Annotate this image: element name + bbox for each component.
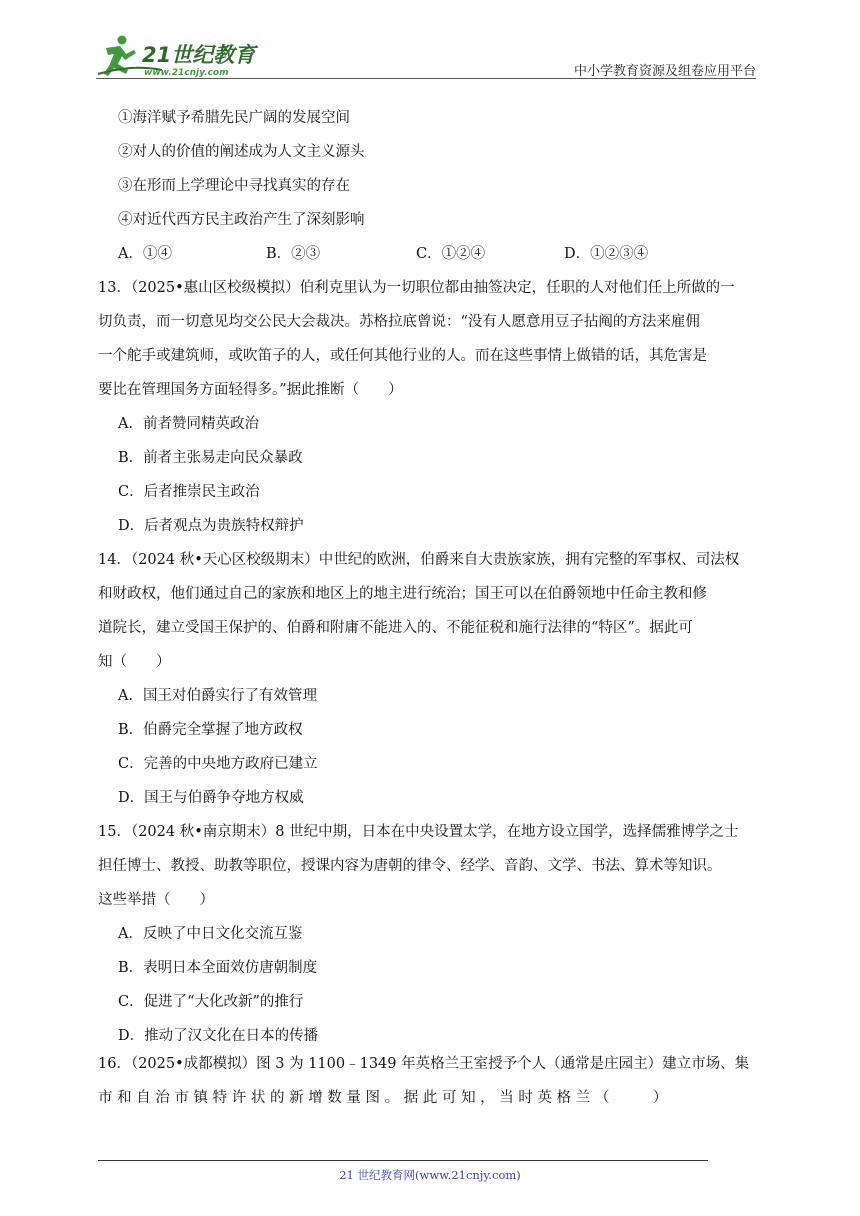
q13-option-d: D．后者观点为贵族特权辩护 (118, 518, 304, 534)
q12-item: ③在形而上学理论中寻找真实的存在 (118, 178, 350, 194)
q14-option-c: C．完善的中央地方政府已建立 (118, 756, 318, 772)
q13-stem-line: 13．（2025•惠山区校级模拟）伯利克里认为一切职位都由抽签决定，任职的人对他们任上所做的一 (98, 280, 735, 296)
q16-stem-line: 16．（2025•成都模拟）图 3 为 1100﹣1349 年英格兰王室授予个人（通常是庄园主）建立市场、集 (98, 1056, 750, 1072)
q13-option-b: B．前者主张易走向民众暴政 (118, 450, 303, 466)
logo-sub-text: www.21cnjy.com (144, 68, 229, 78)
logo-main-text: 21世纪教育 (142, 43, 256, 67)
footer-divider (98, 1160, 708, 1161)
q14-stem-line: 知（ ） (98, 654, 171, 670)
q13-stem-line: 要比在管理国务方面轻得多。”据此推断（ ） (98, 382, 403, 398)
q13-stem-line: 一个舵手或建筑师，或吹笛子的人，或任何其他行业的人。而在这些事情上做错的话，其危害是 (98, 348, 707, 364)
q15-option-c: C．促进了“大化改新”的推行 (118, 994, 304, 1010)
q16-stem-line: 市 和 自 治 市 镇 特 许 状 的 新 增 数 量 图 。 据 此 可 知 ， 当 时 英 格 兰 （ ） (98, 1090, 668, 1106)
page-header (0, 0, 860, 84)
q13-option-c: C．后者推崇民主政治 (118, 484, 260, 500)
q14-stem-line: 14．（2024 秋•天心区校级期末）中世纪的欧洲，伯爵来自大贵族家族，拥有完整的军事权、司法权 (98, 552, 740, 568)
q14-stem-line: 道院长，建立受国王保护的、伯爵和附庸不能进入的、不能征税和施行法律的“特区”。据此可 (98, 620, 693, 636)
q14-option-a: A．国王对伯爵实行了有效管理 (118, 688, 317, 704)
q12-item: ④对近代西方民主政治产生了深刻影响 (118, 212, 365, 228)
q13-stem-line: 切负责，而一切意见均交公民大会裁决。苏格拉底曾说：“没有人愿意用豆子拈阄的方法来雇佣 (98, 314, 700, 330)
platform-tagline: 中小学教育资源及组卷应用平台 (573, 64, 756, 79)
q12-option-d: D．①②③④ (564, 246, 649, 262)
q15-option-b: B．表明日本全面效仿唐朝制度 (118, 960, 318, 976)
q13-option-a: A．前者赞同精英政治 (118, 416, 259, 432)
q15-stem-line: 15．（2024 秋•南京期末）8 世纪中期，日本在中央设置太学，在地方设立国学，选择儒雅博学之士 (98, 824, 739, 840)
q12-option-c: C．①②④ (416, 246, 486, 262)
q12-item: ①海洋赋予希腊先民广阔的发展空间 (118, 110, 350, 126)
q12-option-b: B．②③ (266, 246, 321, 262)
site-logo (92, 34, 262, 78)
q14-option-b: B．伯爵完全掌握了地方政权 (118, 722, 303, 738)
header-divider (96, 78, 756, 79)
q15-option-a: A．反映了中日文化交流互鉴 (118, 926, 303, 942)
q15-option-d: D．推动了汉文化在日本的传播 (118, 1028, 319, 1044)
q15-stem-line: 担任博士、教授、助教等职位，授课内容为唐朝的律令、经学、音韵、文学、书法、算术等知识。 (98, 858, 722, 874)
q14-option-d: D．国王与伯爵争夺地方权威 (118, 790, 304, 806)
q12-option-a: A．①④ (118, 246, 172, 262)
q15-stem-line: 这些举措（ ） (98, 892, 214, 908)
footer-source: 21 世纪教育网(www.21cnjy.com) (339, 1168, 521, 1182)
q14-stem-line: 和财政权，他们通过自己的家族和地区上的地主进行统治；国王可以在伯爵领地中任命主教和修 (98, 586, 707, 602)
q12-item: ②对人的价值的阐述成为人文主义源头 (118, 144, 365, 160)
